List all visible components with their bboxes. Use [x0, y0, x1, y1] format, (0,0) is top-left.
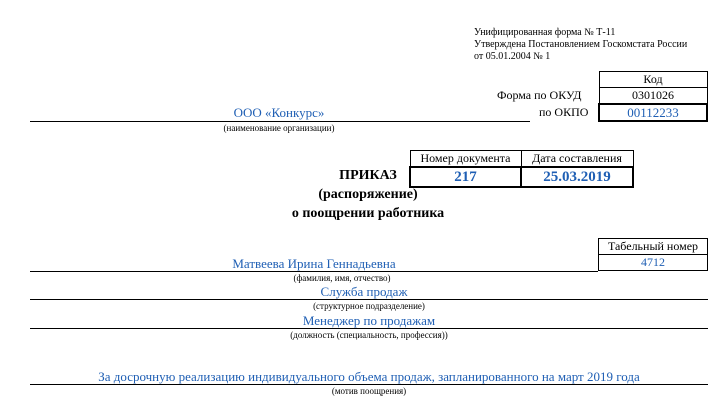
okpo-value: 00112233 — [599, 104, 707, 121]
okud-value: 0301026 — [599, 88, 707, 105]
employee-name-line — [30, 271, 598, 272]
order-title: ПРИКАЗ — [339, 168, 397, 183]
position: Менеджер по продажам — [302, 313, 436, 328]
form-approval: Утверждена Постановлением Госкомстата России — [474, 39, 688, 50]
doc-number-header: Номер документа — [410, 151, 521, 168]
form-approval-date: от 05.01.2004 № 1 — [474, 51, 551, 62]
doc-date: 25.03.2019 — [521, 167, 633, 187]
okpo-label: по ОКПО — [539, 105, 589, 119]
order-topic: о поощрении работника — [291, 206, 445, 221]
employee-name: Матвеева Ирина Геннадьевна — [232, 256, 396, 271]
department-caption: (структурное подразделение) — [313, 301, 425, 311]
doc-number: 217 — [410, 167, 521, 187]
tab-number-value: 4712 — [599, 255, 708, 271]
order-subtitle: (распоряжение) — [318, 187, 418, 202]
tab-number-table — [598, 238, 708, 271]
doc-date-header: Дата составления — [521, 151, 633, 168]
department: Служба продаж — [320, 284, 408, 299]
document-table — [409, 150, 634, 188]
kod-header: Код — [599, 72, 707, 88]
organization-line — [30, 121, 530, 122]
motive-caption: (мотив поощрения) — [331, 386, 407, 396]
form-name: Унифицированная форма № Т-11 — [474, 27, 616, 38]
codes-table — [598, 71, 708, 122]
reward-motive: За досрочную реализацию индивидуального объема продаж, запланированного на март 2019 года — [98, 369, 640, 384]
motive-line — [30, 384, 708, 385]
tab-number-header: Табельный номер — [599, 239, 708, 255]
organization-caption: (наименование организации) — [223, 123, 335, 133]
okud-label: Форма по ОКУД — [497, 88, 582, 102]
employee-name-caption: (фамилия, имя, отчество) — [293, 273, 391, 283]
position-caption: (должность (специальность, профессия)) — [290, 330, 448, 340]
department-line — [30, 299, 708, 300]
position-line — [30, 328, 708, 329]
organization-name: ООО «Конкурс» — [233, 105, 325, 120]
